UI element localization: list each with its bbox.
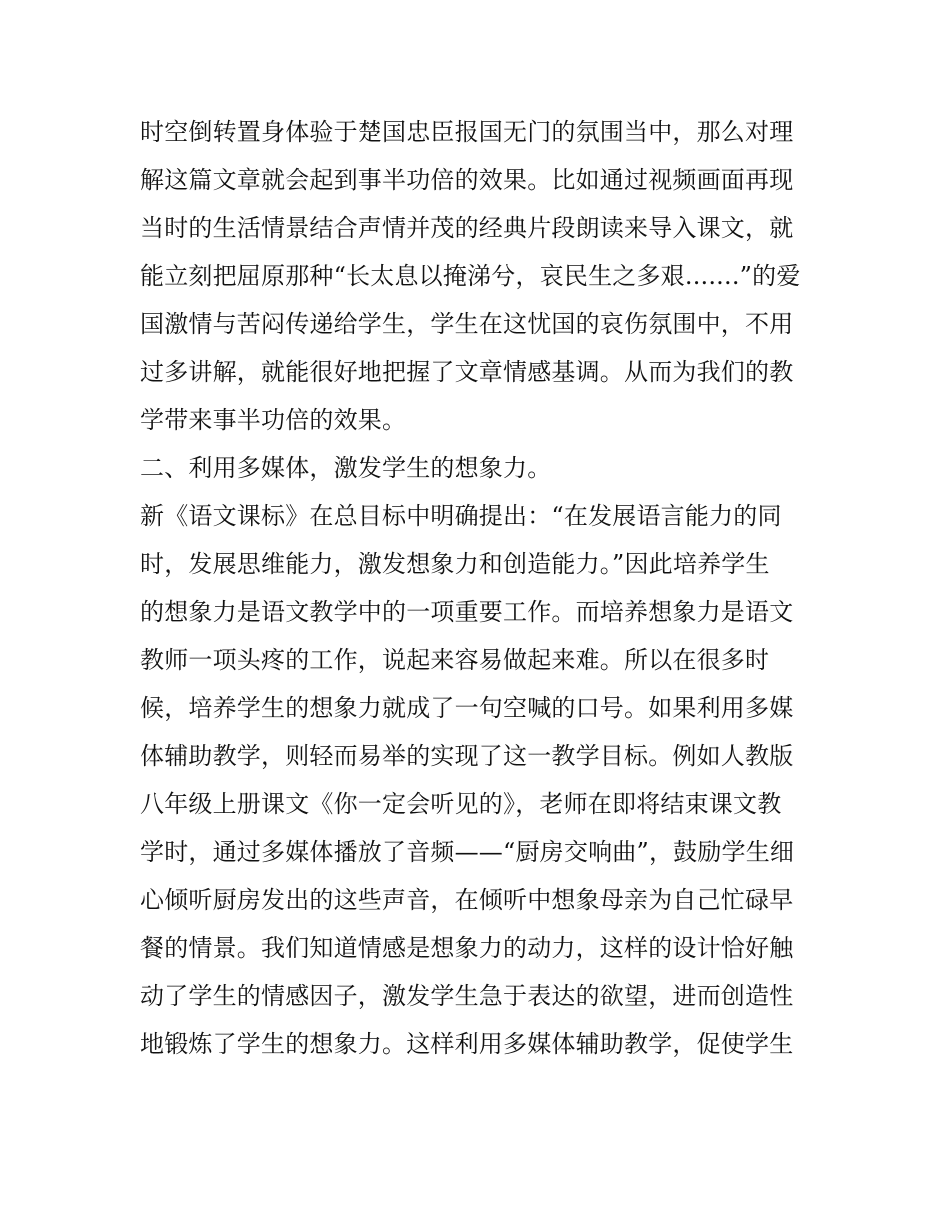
text-line: 新《语文课标》在总目标中明确提出：“在发展语言能力的同 (140, 502, 782, 530)
text-line: 国激情与苦闷传递给学生，学生在这忧国的哀伤氛围中，不用 (140, 310, 794, 338)
text-line: 八年级上册课文《你一定会听见的》，老师在即将结束课文教 (140, 790, 782, 818)
text-line: 学带来事半功倍的效果。 (140, 406, 407, 434)
text-line: 动了学生的情感因子，激发学生急于表达的欲望，进而创造性 (140, 982, 794, 1010)
text-line: 餐的情景。我们知道情感是想象力的动力，这样的设计恰好触 (140, 934, 794, 962)
text-line: 学时，通过多媒体播放了音频——“厨房交响曲”，鼓励学生细 (140, 838, 795, 866)
text-line: 的想象力是语文教学中的一项重要工作。而培养想象力是语文 (140, 598, 794, 626)
text-line: 教师一项头疼的工作，说起来容易做起来难。所以在很多时 (140, 646, 770, 674)
text-line: 地锻炼了学生的想象力。这样利用多媒体辅助教学，促使学生 (140, 1030, 794, 1058)
text-line: 心倾听厨房发出的这些声音，在倾听中想象母亲为自己忙碌早 (140, 886, 794, 914)
text-line: 体辅助教学，则轻而易举的实现了这一教学目标。例如人教版 (140, 742, 794, 770)
text-line: 能立刻把屈原那种“长太息以掩涕兮，哀民生之多艰.......”的爱 (140, 262, 801, 290)
text-line: 过多讲解，就能很好地把握了文章情感基调。从而为我们的教 (140, 358, 794, 386)
text-line: 当时的生活情景结合声情并茂的经典片段朗读来导入课文，就 (140, 214, 794, 242)
text-line: 候，培养学生的想象力就成了一句空喊的口号。如果利用多媒 (140, 694, 794, 722)
document-page (140, 108, 820, 1068)
section-heading: 二、利用多媒体，激发学生的想象力。 (140, 454, 552, 482)
text-line: 时空倒转置身体验于楚国忠臣报国无门的氛围当中，那么对理 (140, 118, 794, 146)
text-line: 时，发展思维能力，激发想象力和创造能力。”因此培养学生 (140, 550, 770, 578)
text-line: 解这篇文章就会起到事半功倍的效果。比如通过视频画面再现 (140, 166, 794, 194)
